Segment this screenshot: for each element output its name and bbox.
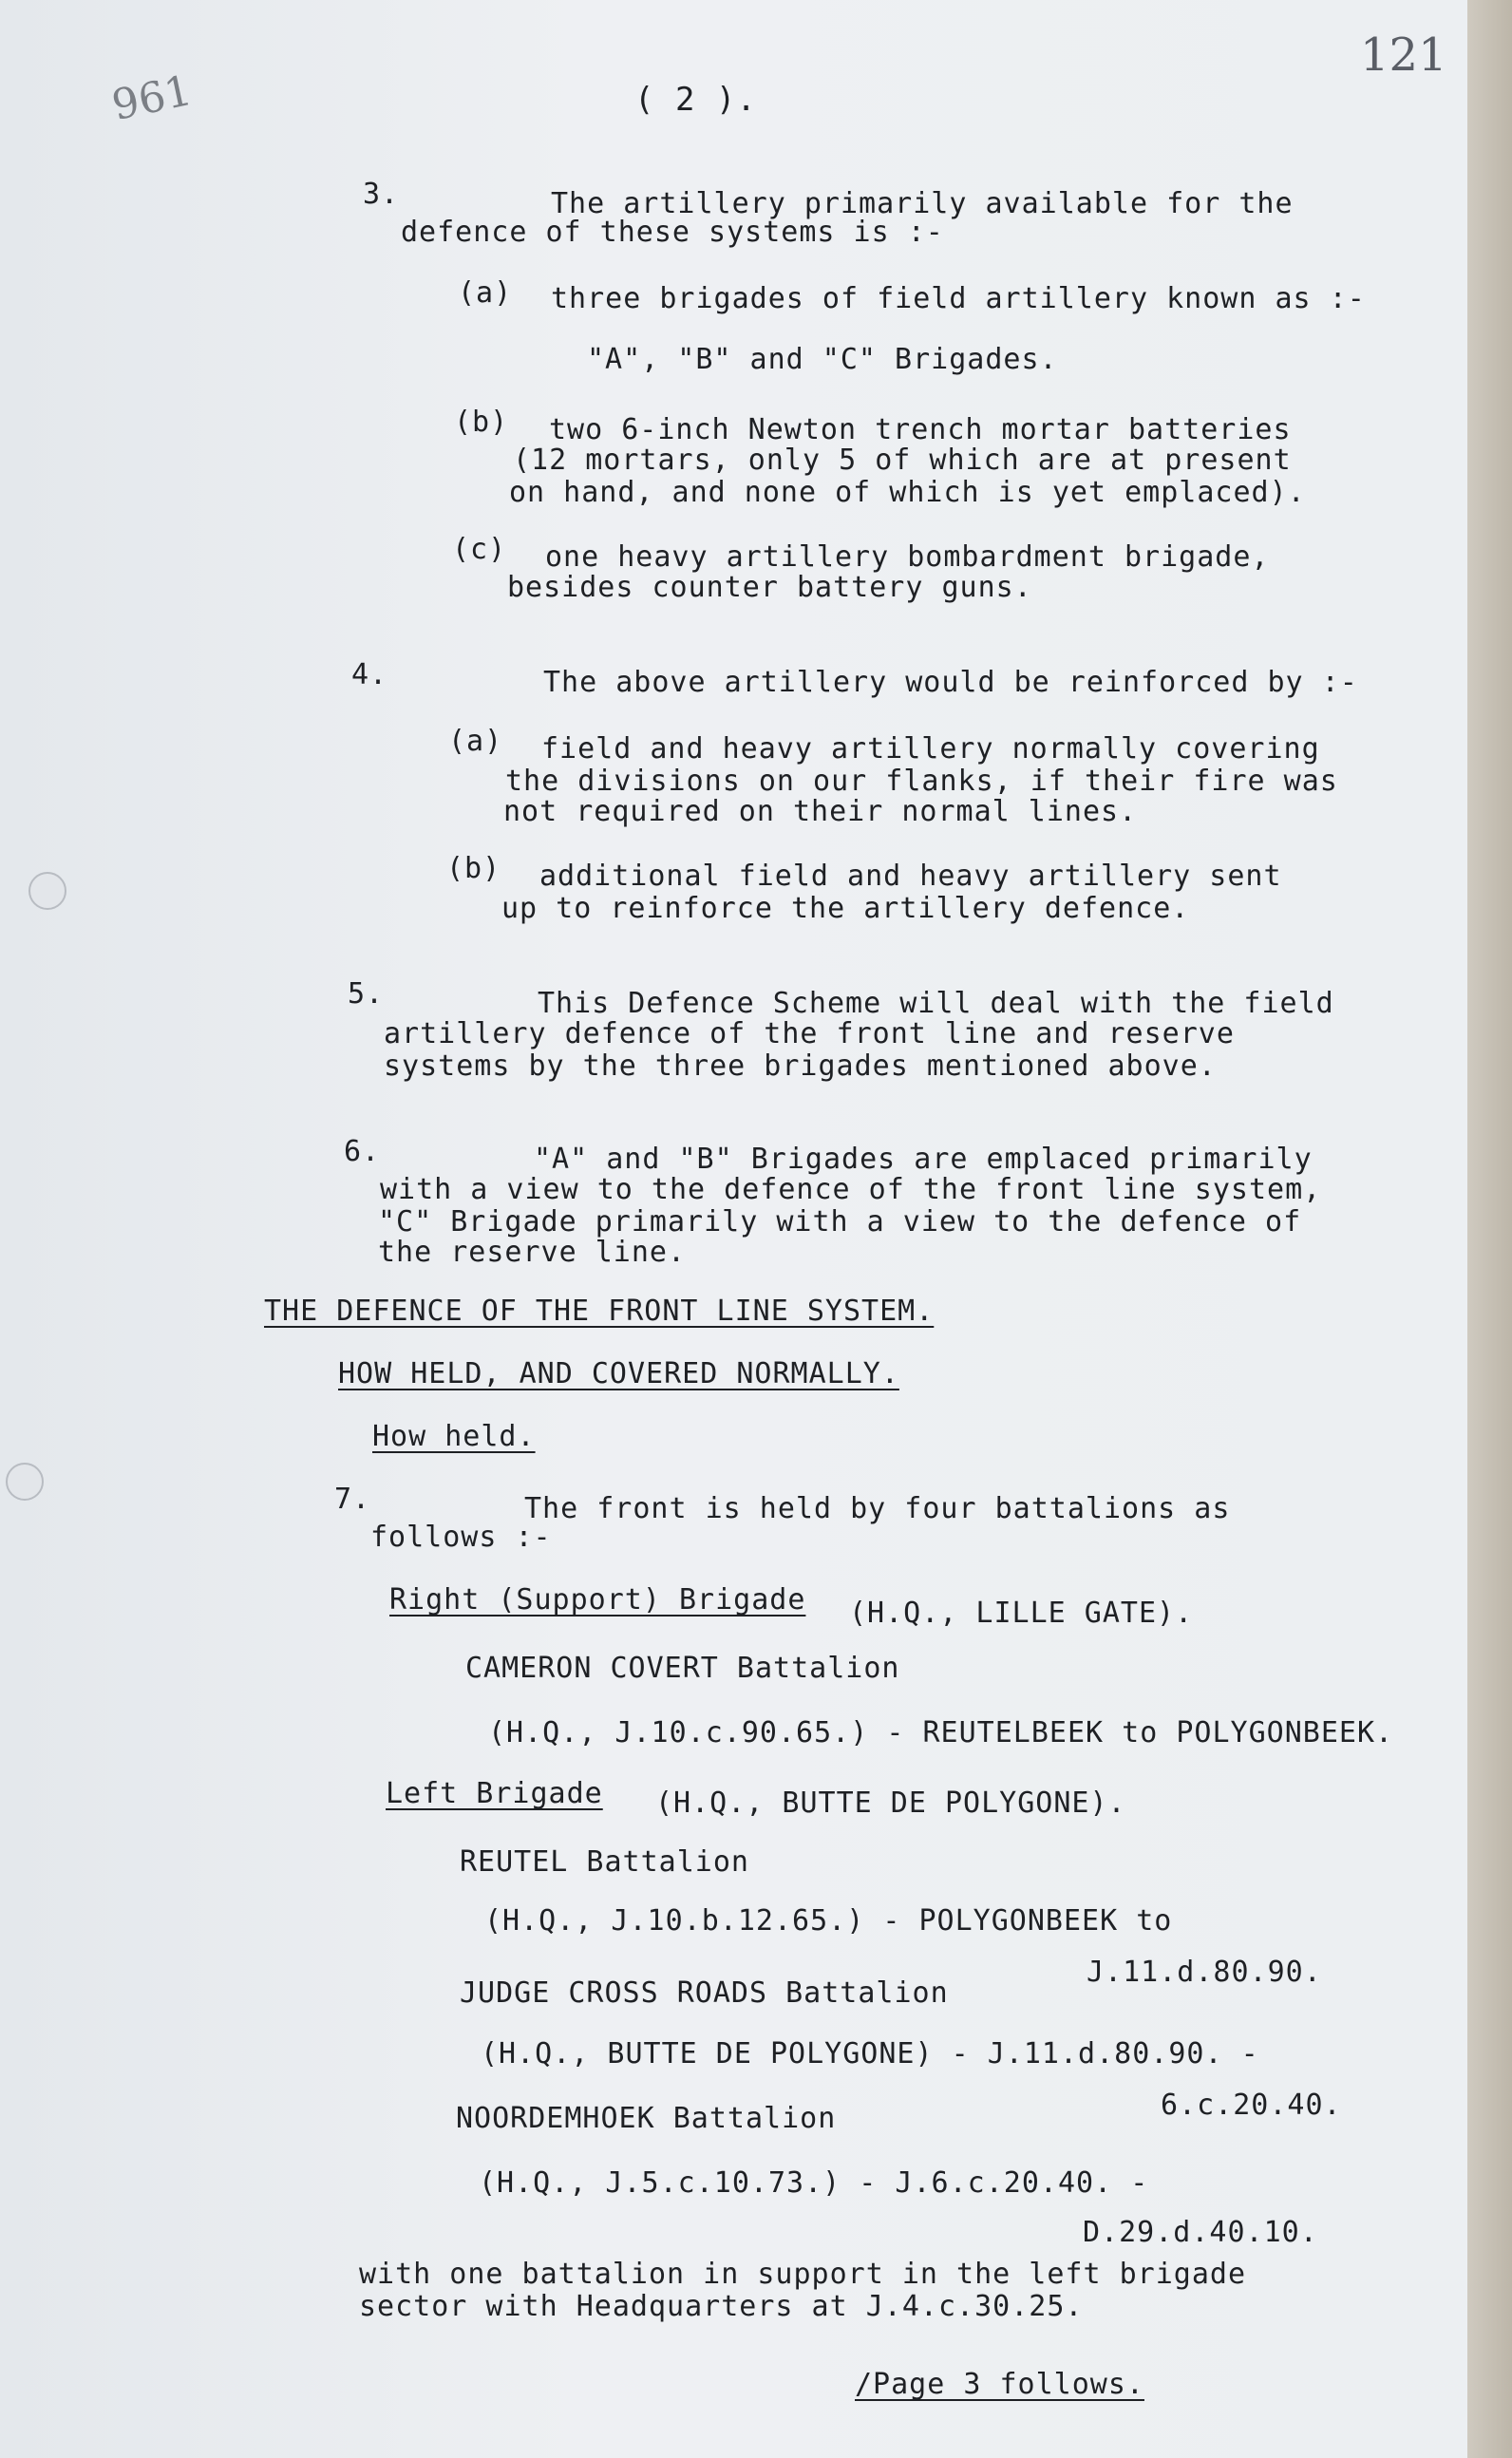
closing-line-2: sector with Headquarters at J.4.c.30.25.	[359, 2290, 1084, 2323]
para-5-line-1: This Defence Scheme will deal with the field	[538, 987, 1334, 1020]
battalion-1-detail: (H.Q., J.10.c.90.65.) - REUTELBEEK to POLYGONBEEK.	[488, 1716, 1394, 1749]
para-4a-line-2: the divisions on our flanks, if their fire was	[505, 765, 1338, 798]
section-heading: THE DEFENCE OF THE FRONT LINE SYSTEM.	[264, 1295, 935, 1328]
battalion-4-detail-cont: D.29.d.40.10.	[1083, 2216, 1318, 2249]
para-3a-sub: "A", "B" and "C" Brigades.	[587, 343, 1058, 376]
para-5-number: 5.	[348, 977, 385, 1011]
para-6-line-1: "A" and "B" Brigades are emplaced primarily	[534, 1143, 1313, 1176]
page-continuation: /Page 3 follows.	[855, 2368, 1144, 2401]
punch-hole-bottom	[6, 1463, 44, 1501]
battalion-3-name: JUDGE CROSS ROADS Battalion	[460, 1976, 949, 2010]
subsection-heading: HOW HELD, AND COVERED NORMALLY.	[338, 1357, 899, 1390]
para-3c-line-2: besides counter battery guns.	[507, 571, 1032, 604]
para-5-line-2: artillery defence of the front line and reserve	[384, 1017, 1235, 1050]
para-5-line-3: systems by the three brigades mentioned above.	[384, 1049, 1217, 1083]
battalion-4-detail: (H.Q., J.5.c.10.73.) - J.6.c.20.40. -	[479, 2166, 1149, 2200]
right-brigade-hq: (H.Q., LILLE GATE).	[849, 1597, 1194, 1630]
para-6-line-3: "C" Brigade primarily with a view to the defence of	[378, 1205, 1302, 1238]
para-4a-label: (a)	[448, 725, 503, 758]
battalion-3-detail-cont: 6.c.20.40.	[1161, 2089, 1342, 2122]
para-3b-line-1: two 6-inch Newton trench mortar batteries	[549, 413, 1292, 446]
para-3-line-2: defence of these systems is :-	[401, 216, 944, 249]
para-4b-line-1: additional field and heavy artillery sent	[539, 860, 1282, 893]
punch-hole-top	[28, 872, 66, 910]
left-brigade-hq: (H.Q., BUTTE DE POLYGONE).	[655, 1787, 1126, 1820]
para-4a-line-3: not required on their normal lines.	[503, 795, 1138, 828]
battalion-2-detail-cont: J.11.d.80.90.	[1087, 1956, 1322, 1989]
right-brigade-label: Right (Support) Brigade	[389, 1583, 806, 1617]
para-6-number: 6.	[344, 1135, 381, 1168]
para-3a-text: three brigades of field artillery known as :-	[551, 282, 1366, 315]
para-3c-label: (c)	[452, 533, 507, 566]
battalion-2-detail: (H.Q., J.10.b.12.65.) - POLYGONBEEK to	[484, 1904, 1173, 1938]
para-4a-line-1: field and heavy artillery normally covering	[541, 732, 1320, 766]
para-3b-line-2: (12 mortars, only 5 of which are at present	[513, 444, 1292, 477]
para-4b-line-2: up to reinforce the artillery defence.	[501, 892, 1190, 925]
page-marker: ( 2 ).	[634, 81, 757, 119]
page-stamp-number: 121	[1360, 28, 1447, 82]
para-3-number: 3.	[363, 178, 400, 211]
para-3b-line-3: on hand, and none of which is yet emplaced).	[509, 476, 1306, 509]
battalion-1-name: CAMERON COVERT Battalion	[465, 1652, 900, 1685]
para-4b-label: (b)	[446, 852, 501, 885]
battalion-2-name: REUTEL Battalion	[460, 1845, 749, 1879]
para-7-line-2: follows :-	[370, 1521, 552, 1554]
handwritten-reference: 961	[107, 66, 197, 131]
battalion-4-name: NOORDEMHOEK Battalion	[456, 2102, 837, 2135]
battalion-3-detail: (H.Q., BUTTE DE POLYGONE) - J.11.d.80.90. -	[481, 2037, 1259, 2070]
para-3-line-1: The artillery primarily available for the	[551, 187, 1294, 220]
para-4-number: 4.	[351, 658, 388, 691]
para-6-line-2: with a view to the defence of the front line system,	[380, 1173, 1322, 1206]
closing-line-1: with one battalion in support in the left brigade	[359, 2258, 1247, 2291]
left-brigade-label: Left Brigade	[386, 1777, 603, 1810]
para-3c-line-1: one heavy artillery bombardment brigade,	[545, 540, 1270, 574]
para-4-line-1: The above artillery would be reinforced by :-	[543, 666, 1358, 699]
para-6-line-4: the reserve line.	[378, 1236, 687, 1269]
para-7-number: 7.	[334, 1483, 371, 1516]
para-7-line-1: The front is held by four battalions as	[524, 1492, 1231, 1525]
para-3b-label: (b)	[454, 406, 509, 439]
page-edge	[1467, 0, 1512, 2458]
sub-subsection-heading: How held.	[372, 1420, 536, 1453]
para-3a-label: (a)	[458, 276, 513, 310]
